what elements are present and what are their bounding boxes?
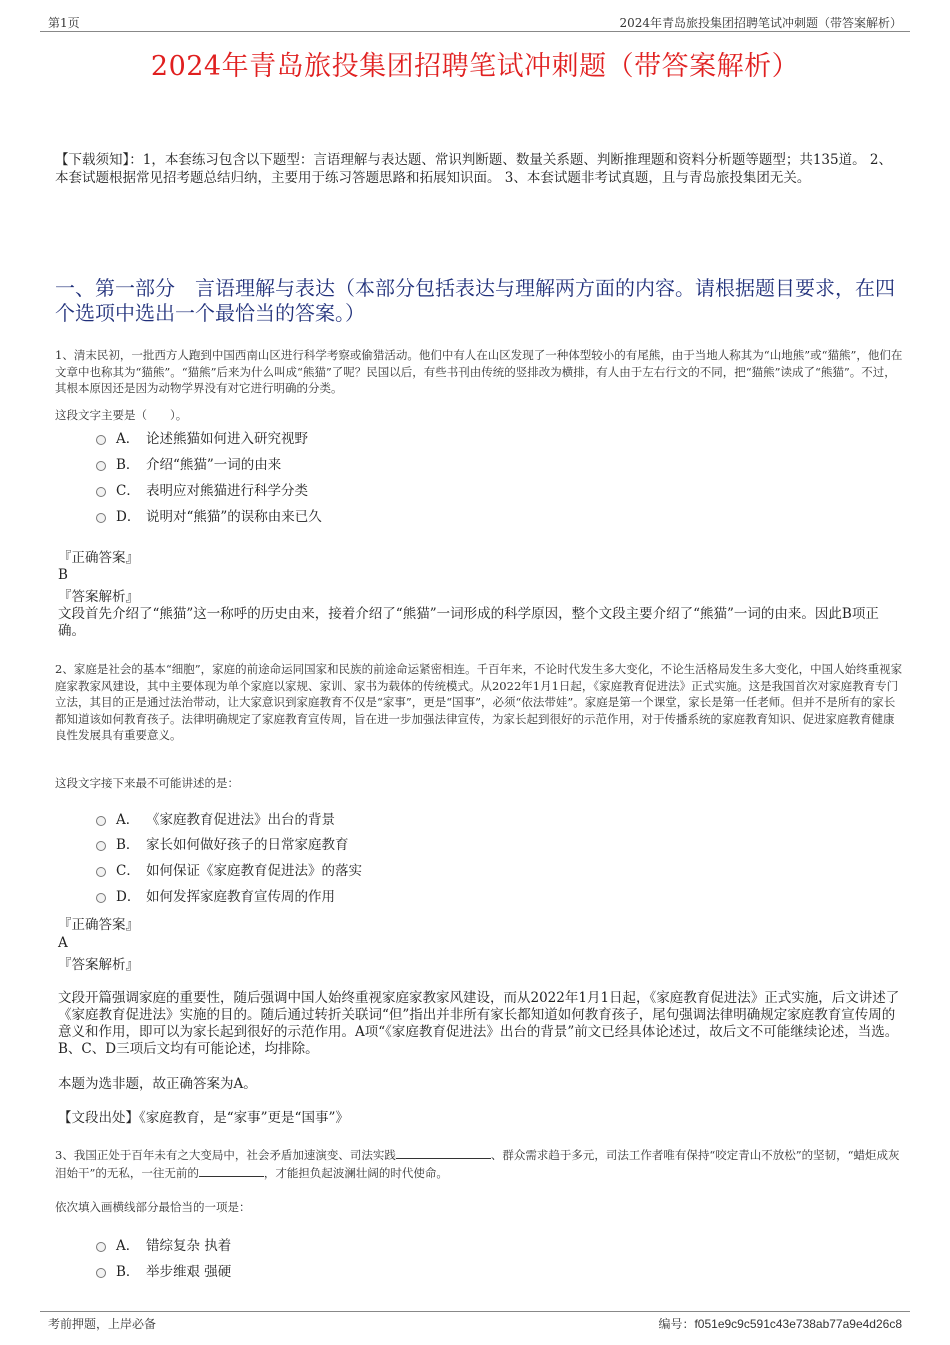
radio-icon[interactable] — [96, 893, 106, 903]
question-2-prompt: 这段文字接下来最不可能讲述的是： — [55, 776, 239, 790]
question-1-option-a[interactable]: A． 论述熊猫如何进入研究视野 — [96, 430, 308, 448]
radio-icon[interactable] — [96, 816, 106, 826]
radio-icon[interactable] — [96, 435, 106, 445]
question-2-analysis: 文段开篇强调家庭的重要性，随后强调中国人始终重视家庭家教家风建设，而从2022年1月1日起，《家庭教育促进法》正式实施，后文讲述了《家庭教育促进法》实施的目的。随后通过转折关联词“但”指出并非所有家长都知道如何教育孩子，尾句强调法律明确规定家庭教育宣传周的意义和作用，即可以为家长起到很好的示范作用。A项“《家庭教育促进法》出台的背景”前文已经具体论述过，故后文不可能继续论述，当选。B、C、D三项后文均有可能论述，均排除。 — [58, 990, 900, 1057]
fill-blank-1[interactable] — [396, 1146, 491, 1159]
fill-blank-2[interactable] — [199, 1164, 264, 1177]
question-2-answer-label: 『正确答案』 — [58, 917, 139, 933]
page-title: 2024年青岛旅投集团招聘笔试冲刺题（带答案解析） — [150, 51, 800, 82]
question-1-prompt: 这段文字主要是（ ）。 — [55, 408, 188, 422]
page-header — [40, 14, 910, 32]
question-2-source: 【文段出处】《家庭教育，是“家事”更是“国事”》 — [58, 1110, 349, 1126]
header-divider — [40, 31, 910, 32]
footer-slogan: 考前押题，上岸必备 — [48, 1317, 157, 1331]
question-2-option-d[interactable]: D． 如何发挥家庭教育宣传周的作用 — [96, 888, 335, 906]
page-footer — [40, 1315, 910, 1333]
radio-icon[interactable] — [96, 461, 106, 471]
question-1-option-b[interactable]: B． 介绍“熊猫”一词的由来 — [96, 456, 281, 474]
section-heading: 一、第一部分 言语理解与表达（本部分包括表达与理解两方面的内容。请根据题目要求，在四个选项中选出一个最恰当的答案。） — [55, 276, 895, 325]
question-2-option-b[interactable]: B． 家长如何做好孩子的日常家庭教育 — [96, 836, 349, 854]
question-2-analysis-label: 『答案解析』 — [58, 957, 139, 973]
question-1-option-d[interactable]: D． 说明对“熊猫”的误称由来已久 — [96, 508, 322, 526]
radio-icon[interactable] — [96, 1242, 106, 1252]
radio-icon[interactable] — [96, 867, 106, 877]
download-notice: 【下载须知】：1，本套练习包含以下题型：言语理解与表达题、常识判断题、数量关系题、判断推理题和资料分析题等题型；共135道。 2、本套试题根据常见招考题总结归纳，主要用于练习答题思路和拓展知识面。 3、本套试题非考试真题，且与青岛旅投集团无关。 — [55, 152, 892, 186]
question-1-analysis-label: 『答案解析』 — [58, 589, 139, 605]
footer-divider — [40, 1311, 910, 1312]
radio-icon[interactable] — [96, 513, 106, 523]
radio-icon[interactable] — [96, 487, 106, 497]
question-2-conclusion: 本题为选非题，故正确答案为A。 — [58, 1076, 257, 1092]
question-3-option-b[interactable]: B． 举步维艰 强硬 — [96, 1263, 231, 1281]
question-3-stem: 3、我国正处于百年未有之大变局中，社会矛盾加速演变、司法实践 、群众需求趋于多元，司法工作者唯有保持“咬定青山不放松”的坚韧，“蜡炬成灰泪始干”的无私，一往无前的 ，才能担负起波澜壮阔的时代使命。 — [55, 1148, 900, 1180]
document-code: 编号：f051e9c9c591c43e738ab77a9e4d26c8 — [658, 1317, 902, 1331]
question-2-stem: 2、家庭是社会的基本“细胞”，家庭的前途命运同国家和民族的前途命运紧密相连。千百年来，不论时代发生多大变化，不论生活格局发生多大变化，中国人始终重视家庭家教家风建设，其中主要体现为单个家庭以家规、家训、家书为载体的传统模式。从2022年1月1日起，《家庭教育促进法》正式实施。这是我国首次对家庭教育专门立法，其目的正是通过法治带动，让大家意识到家庭教育不仅是“家事”，更是“国事”，必须“依法带娃”。家庭是第一个课堂，家长是第一任老师。但并不是所有的家长都知道该如何教育孩子。法律明确规定了家庭教育宣传周，旨在进一步加强法律宣传，为家长起到很好的示范作用，对于传播系统的家庭教育知识、促进家庭教育健康良性发展具有重要意义。 — [55, 662, 903, 742]
question-1-answer-label: 『正确答案』 — [58, 550, 139, 566]
question-1-option-c[interactable]: C． 表明应对熊猫进行科学分类 — [96, 482, 308, 500]
page-number: 第1页 — [48, 16, 80, 30]
question-1-answer: B — [58, 567, 68, 583]
question-3-prompt: 依次填入画横线部分最恰当的一项是： — [55, 1200, 251, 1214]
question-1-analysis: 文段首先介绍了“熊猫”这一称呼的历史由来，接着介绍了“熊猫”一词形成的科学原因，整个文段主要介绍了“熊猫”一词的由来。因此B项正确。 — [58, 606, 879, 639]
question-1-stem: 1、清末民初，一批西方人跑到中国西南山区进行科学考察或偷猎活动。他们中有人在山区发现了一种体型较小的有尾熊，由于当地人称其为“山地熊”或“猫熊”，他们在文章中也称其为“猫熊”。“猫熊”后来为什么叫成“熊猫”了呢？民国以后，有些书刊由传统的竖排改为横排，有人由于左右行文的不同，把“猫熊”读成了“熊猫”。不过，其根本原因还是因为动物学界没有对它进行明确的分类。 — [55, 348, 903, 395]
question-2-option-a[interactable]: A． 《家庭教育促进法》出台的背景 — [96, 811, 335, 829]
radio-icon[interactable] — [96, 1268, 106, 1278]
question-2-answer: A — [58, 935, 68, 951]
question-3-option-a[interactable]: A． 错综复杂 执着 — [96, 1237, 231, 1255]
question-2-option-c[interactable]: C． 如何保证《家庭教育促进法》的落实 — [96, 862, 362, 880]
radio-icon[interactable] — [96, 841, 106, 851]
header-doc-title: 2024年青岛旅投集团招聘笔试冲刺题（带答案解析） — [619, 16, 902, 30]
